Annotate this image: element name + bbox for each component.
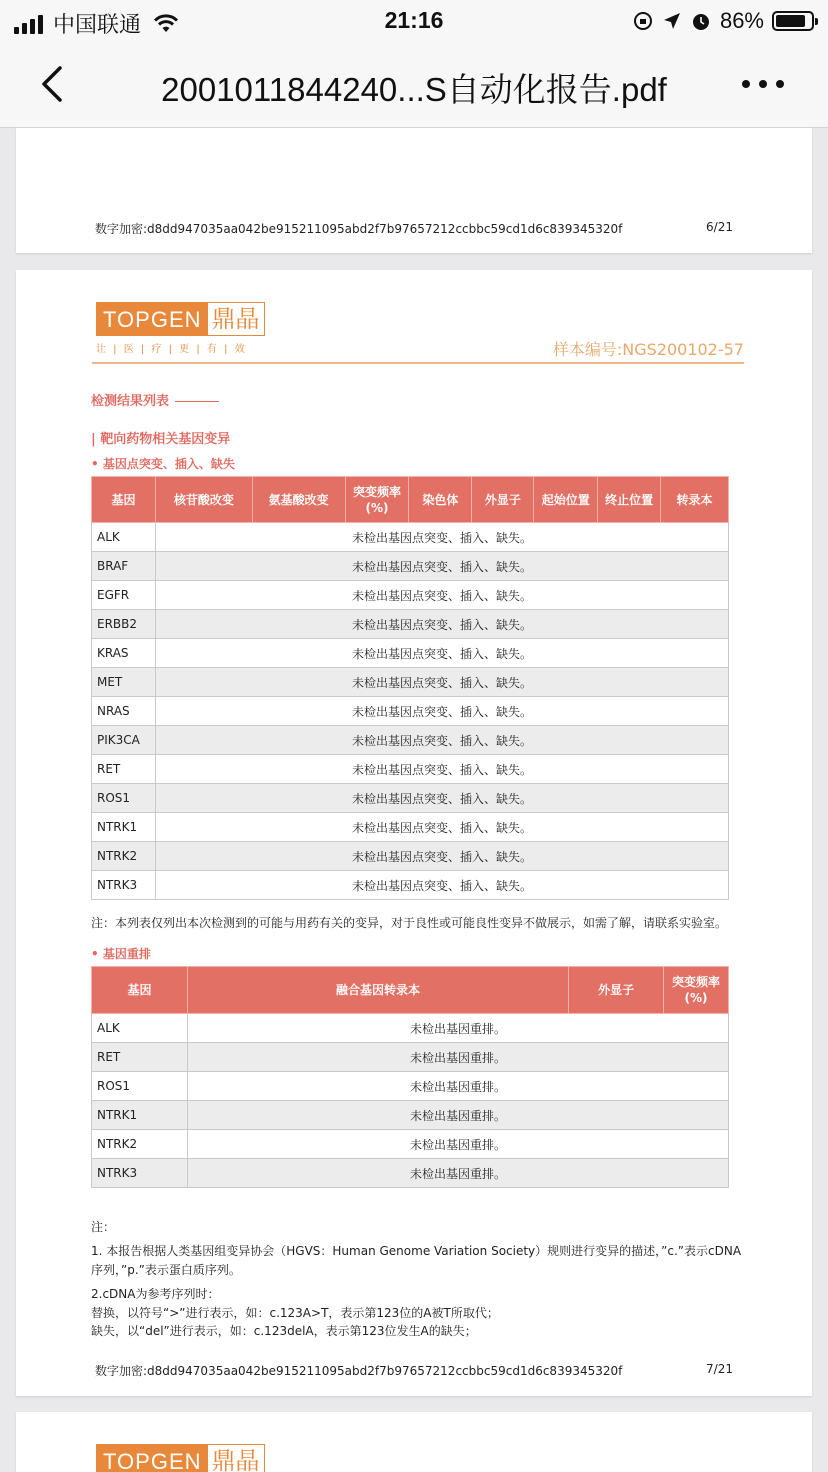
result-cell: 未检出基因点突变、插入、缺失。	[155, 639, 728, 668]
table-row	[92, 871, 729, 900]
document-title: 2001011844240...S自动化报告.pdf	[161, 71, 667, 108]
table-row	[92, 523, 729, 552]
gene-cell: ERBB2	[92, 610, 156, 639]
column-header-text: 核苷酸改变	[173, 492, 234, 507]
result-cell: 未检出基因点突变、插入、缺失。	[155, 668, 728, 697]
result-cell: 未检出基因重排。	[187, 1043, 728, 1072]
logo-text-en: TOPGEN	[97, 303, 208, 335]
gene-cell: RET	[92, 1043, 188, 1072]
table-row	[92, 639, 729, 668]
column-header-text: 起始位置	[541, 492, 590, 507]
table-row	[92, 1072, 729, 1101]
gene-cell: NRAS	[92, 697, 156, 726]
section-title-text: 检测结果列表	[91, 394, 170, 409]
battery-percent: 86%	[719, 8, 764, 33]
gene-cell: KRAS	[92, 639, 156, 668]
table-row	[92, 1043, 729, 1072]
gene-cell: EGFR	[92, 581, 156, 610]
footer-page-number: 7/21	[706, 1362, 733, 1376]
column-header-text: 融合基因转录本	[336, 983, 421, 997]
more-options-button[interactable]	[742, 80, 784, 88]
table-row	[92, 1014, 729, 1043]
gene-cell: RET	[92, 755, 156, 784]
column-header-text: 终止位置	[605, 492, 654, 507]
gene-cell: NTRK2	[92, 842, 156, 871]
location-icon	[662, 11, 682, 31]
gene-cell: NTRK3	[92, 871, 156, 900]
result-cell: 未检出基因点突变、插入、缺失。	[155, 842, 728, 871]
column-header-text: 突变频率 (%)	[353, 484, 402, 515]
table-row	[92, 813, 729, 842]
sample-id: 样本编号:NGS200102-57	[552, 340, 744, 359]
gene-cell: NTRK1	[92, 1101, 188, 1130]
title-dash	[175, 401, 219, 402]
column-header-text: 外显子	[484, 492, 521, 507]
column-header	[252, 477, 345, 523]
pdf-page-7[interactable]	[16, 270, 812, 1396]
status-bar	[0, 0, 828, 42]
table-row	[92, 842, 729, 871]
logo-text-cn: 鼎晶	[211, 305, 260, 333]
table-row	[92, 668, 729, 697]
column-header	[661, 477, 729, 523]
result-cell: 未检出基因重排。	[187, 1130, 728, 1159]
pdf-page-8[interactable]	[16, 1412, 812, 1472]
carrier-label: 中国联通	[53, 12, 142, 37]
battery-fill	[776, 15, 805, 27]
result-cell: 未检出基因点突变、插入、缺失。	[155, 726, 728, 755]
battery-icon	[772, 11, 814, 31]
column-header	[155, 477, 252, 523]
gene-cell: NTRK3	[92, 1159, 188, 1188]
column-header-text: 基因	[127, 983, 152, 997]
result-cell: 未检出基因重排。	[187, 1072, 728, 1101]
gene-cell: PIK3CA	[92, 726, 156, 755]
more-dot-icon	[759, 80, 767, 88]
column-header-text: 染色体	[422, 492, 459, 507]
topgen-logo	[96, 302, 265, 336]
rotation-lock-icon	[632, 10, 654, 32]
result-cell: 未检出基因点突变、插入、缺失。	[155, 523, 728, 552]
snv-note: 注：本列表仅列出本次检测到的可能与用药有关的变异，对于良性或可能良性变异不做展示，如需了解，请联系实验室。	[91, 916, 728, 930]
logo-text-cn: 鼎晶	[211, 1447, 260, 1472]
page-footer	[95, 220, 733, 237]
gene-cell: ROS1	[92, 1072, 188, 1101]
table-row	[92, 610, 729, 639]
result-cell: 未检出基因点突变、插入、缺失。	[155, 871, 728, 900]
column-header-text: 基因	[111, 492, 136, 507]
note-item-2-sub: 替换，以符号“>”进行表示，如：c.123A>T，表示第123位的A被T所取代；	[91, 1306, 499, 1320]
page-footer	[95, 1362, 733, 1379]
column-header	[598, 477, 661, 523]
section-title	[91, 390, 219, 409]
more-dot-icon	[776, 80, 784, 88]
logo-text-en: TOPGEN	[97, 1445, 208, 1472]
table-row	[92, 552, 729, 581]
gene-cell: BRAF	[92, 552, 156, 581]
column-header	[569, 967, 664, 1014]
back-button[interactable]	[36, 64, 72, 104]
footer-page-number: 6/21	[706, 220, 733, 234]
result-cell: 未检出基因点突变、插入、缺失。	[155, 610, 728, 639]
result-cell: 未检出基因点突变、插入、缺失。	[155, 755, 728, 784]
note-item-1: 1. 本报告根据人类基因组变异协会（HGVS：Human Genome Variation Society）规则进行变异的描述，”c.”表示cDNA序列，”p.”表示蛋白质序列。	[91, 1244, 742, 1277]
header-divider	[92, 362, 744, 364]
table-header-row	[92, 477, 729, 523]
fusion-table	[91, 966, 729, 1188]
column-header	[534, 477, 598, 523]
footer-hash: 数字加密:d8dd947035aa042be915211095abd2f7b97657212ccbbc59cd1d6c839345320f	[95, 222, 623, 236]
table-row	[92, 784, 729, 813]
result-cell: 未检出基因重排。	[187, 1014, 728, 1043]
column-header	[345, 477, 409, 523]
column-header	[187, 967, 568, 1014]
result-cell: 未检出基因点突变、插入、缺失。	[155, 581, 728, 610]
table-row	[92, 1101, 729, 1130]
column-header	[664, 967, 729, 1014]
topgen-logo	[96, 1444, 265, 1472]
column-header-text: 外显子	[598, 983, 635, 997]
column-header	[92, 477, 156, 523]
table-row	[92, 726, 729, 755]
table-row	[92, 581, 729, 610]
gene-cell: ALK	[92, 1014, 188, 1043]
nav-bar	[0, 42, 828, 128]
pdf-page-6[interactable]	[16, 128, 812, 253]
table-row	[92, 1159, 729, 1188]
column-header	[92, 967, 188, 1014]
result-cell: 未检出基因重排。	[187, 1101, 728, 1130]
clock: 21:16	[384, 7, 444, 33]
column-header	[472, 477, 534, 523]
result-cell: 未检出基因点突变、插入、缺失。	[155, 697, 728, 726]
table-header-row	[92, 967, 729, 1014]
gene-cell: ROS1	[92, 784, 156, 813]
note-item-2-sub2: 缺失，以“del”进行表示，如：c.123delA，表示第123位发生A的缺失；	[91, 1324, 477, 1338]
column-header-text: 突变频率 (%)	[672, 975, 721, 1005]
result-cell: 未检出基因重排。	[187, 1159, 728, 1188]
gene-cell: NTRK1	[92, 813, 156, 842]
table-row	[92, 755, 729, 784]
fusion-title: • 基因重排	[91, 947, 151, 961]
snv-title: • 基因点突变、插入、缺失	[91, 457, 235, 471]
gene-cell: NTRK2	[92, 1130, 188, 1159]
slogan: 让 | 医 | 疗 | 更 | 有 | 效	[96, 344, 247, 355]
table-row	[92, 1130, 729, 1159]
notes-heading: 注：	[91, 1220, 116, 1234]
result-cell: 未检出基因点突变、插入、缺失。	[155, 784, 728, 813]
result-cell: 未检出基因点突变、插入、缺失。	[155, 552, 728, 581]
gene-cell: MET	[92, 668, 156, 697]
column-header-text: 氨基酸改变	[268, 492, 329, 507]
column-header	[409, 477, 472, 523]
gene-cell: ALK	[92, 523, 156, 552]
snv-table	[91, 476, 729, 900]
table-row	[92, 697, 729, 726]
footer-hash: 数字加密:d8dd947035aa042be915211095abd2f7b97657212ccbbc59cd1d6c839345320f	[95, 1364, 623, 1378]
column-header-text: 转录本	[676, 492, 713, 507]
subsection-title: | 靶向药物相关基因变异	[91, 432, 231, 447]
more-dot-icon	[742, 80, 750, 88]
note-item-2-title: 2.cDNA为参考序列时：	[91, 1287, 220, 1301]
alarm-icon	[690, 10, 712, 32]
result-cell: 未检出基因点突变、插入、缺失。	[155, 813, 728, 842]
